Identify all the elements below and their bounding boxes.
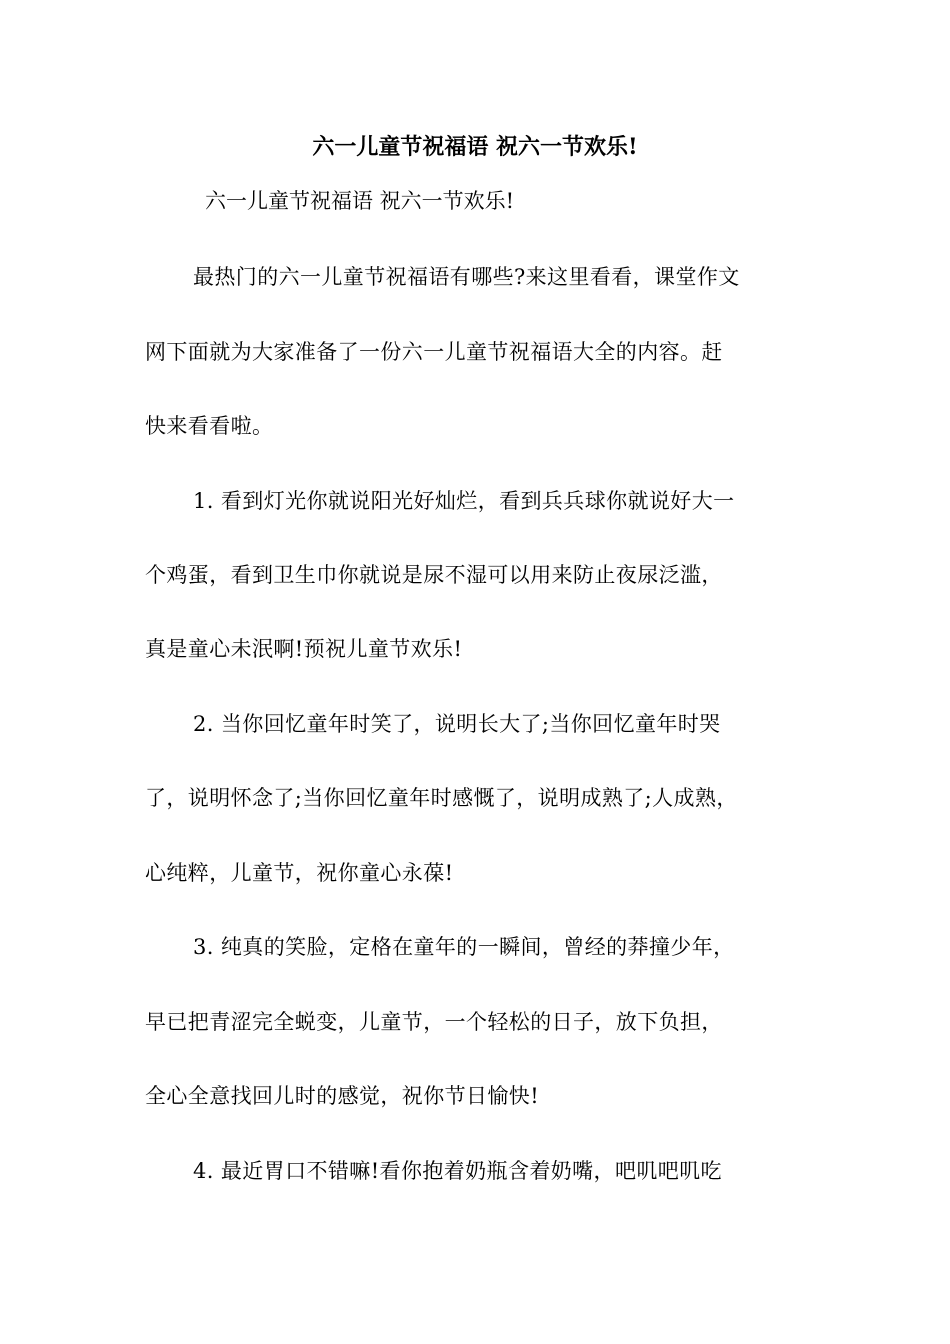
item-3-line-1: 3. 纯真的笑脸，定格在童年的一瞬间，曾经的莽撞少年， (193, 935, 735, 959)
item-3-line-2: 早已把青涩完全蜕变，儿童节，一个轻松的日子，放下负担， (145, 1010, 723, 1034)
item-4-line-1: 4. 最近胃口不错嘛!看你抱着奶瓶含着奶嘴，吧叽吧叽吃 (193, 1159, 722, 1183)
intro-line-2: 网下面就为大家准备了一份六一儿童节祝福语大全的内容。赶 (145, 340, 723, 364)
intro-line-1: 最热门的六一儿童节祝福语有哪些?来这里看看，课堂作文 (193, 265, 740, 289)
item-2-line-2: 了，说明怀念了;当你回忆童年时感慨了，说明成熟了;人成熟， (145, 786, 738, 810)
item-2-line-1: 2. 当你回忆童年时笑了，说明长大了;当你回忆童年时哭 (193, 712, 721, 736)
page-title: 六一儿童节祝福语 祝六一节欢乐! (312, 134, 638, 160)
page-subtitle: 六一儿童节祝福语 祝六一节欢乐! (205, 189, 515, 213)
item-1-line-1: 1. 看到灯光你就说阳光好灿烂，看到兵兵球你就说好大一 (193, 489, 735, 513)
intro-line-3: 快来看看啦。 (145, 414, 274, 438)
item-2-line-3: 心纯粹，儿童节，祝你童心永葆! (145, 861, 454, 885)
item-3-line-3: 全心全意找回儿时的感觉，祝你节日愉快! (145, 1084, 540, 1108)
item-1-line-2: 个鸡蛋，看到卫生巾你就说是尿不湿可以用来防止夜尿泛滥， (145, 563, 723, 587)
item-1-line-3: 真是童心未泯啊!预祝儿童节欢乐! (145, 637, 463, 661)
